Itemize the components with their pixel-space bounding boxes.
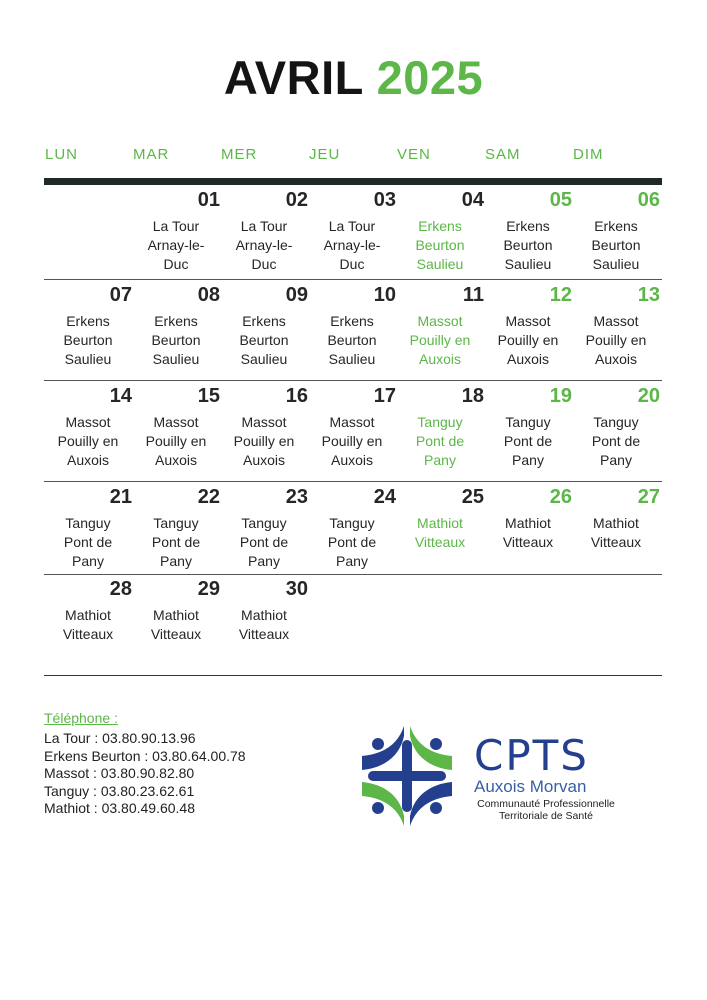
weekday-jeu: JEU — [309, 146, 341, 163]
pharmacy-line: Vitteaux — [150, 626, 202, 642]
day-number: 09 — [285, 284, 308, 306]
pharmacy-line: Massot — [241, 414, 287, 430]
pharmacy-on-duty — [396, 312, 484, 369]
pharmacy-line: Beurton — [151, 332, 201, 348]
pharmacy-line: La Tour — [328, 218, 376, 234]
logo-tagline-2: Territoriale de Santé — [499, 810, 593, 822]
day-cell — [132, 385, 220, 480]
day-number: 08 — [197, 284, 220, 306]
day-cell — [44, 284, 132, 379]
pharmacy-line: Saulieu — [64, 351, 112, 367]
day-cell — [220, 385, 308, 480]
pharmacy-on-duty — [572, 312, 660, 369]
phone-entry: Tanguy : 03.80.23.62.61 — [44, 782, 195, 799]
pharmacy-line: Beurton — [415, 237, 465, 253]
logo-text — [474, 731, 589, 796]
logo-arc-top-left — [362, 726, 404, 770]
pharmacy-line: Pany — [424, 452, 456, 468]
pharmacy-line: Pouilly en — [321, 433, 383, 449]
day-cell — [484, 486, 572, 581]
pharmacy-line: Pont de — [327, 534, 377, 550]
weekday-mer: MER — [221, 146, 258, 163]
day-number: 17 — [373, 385, 396, 407]
day-cell — [396, 486, 484, 581]
pharmacy-on-duty — [572, 514, 660, 552]
pharmacy-on-duty — [44, 514, 132, 571]
day-cell — [44, 486, 132, 581]
phone-entry: Erkens Beurton : 03.80.64.00.78 — [44, 747, 246, 764]
pharmacy-line: Tanguy — [417, 414, 463, 430]
pharmacy-line: Duc — [251, 256, 277, 272]
pharmacy-on-duty — [484, 217, 572, 274]
day-number: 16 — [285, 385, 308, 407]
pharmacy-line: Erkens — [154, 313, 198, 329]
day-cell — [572, 189, 660, 284]
pharmacy-on-duty — [484, 413, 572, 470]
phone-entry: Mathiot : 03.80.49.60.48 — [44, 800, 195, 816]
calendar-bottom-divider — [44, 675, 662, 676]
pharmacy-line: Auxois — [418, 351, 462, 367]
phone-list — [44, 730, 246, 818]
pharmacy-line: Pany — [72, 553, 104, 569]
pharmacy-on-duty — [132, 514, 220, 571]
logo-center-horizontal — [368, 771, 446, 781]
day-number: 06 — [637, 189, 660, 211]
pharmacy-line: Pont de — [415, 433, 465, 449]
pharmacy-line: Auxois — [154, 452, 198, 468]
pharmacy-line: Duc — [163, 256, 189, 272]
pharmacy-line: Tanguy — [65, 515, 111, 531]
pharmacy-line: Arnay-le- — [323, 237, 381, 253]
day-number: 12 — [549, 284, 572, 306]
logo-tagline-1: Communauté Professionnelle — [477, 798, 615, 810]
day-cell — [396, 284, 484, 379]
pharmacy-line: Beurton — [327, 332, 377, 348]
pharmacy-on-duty — [396, 413, 484, 470]
day-number: 11 — [462, 284, 484, 306]
day-number: 22 — [197, 486, 220, 508]
phone-entry: La Tour : 03.80.90.13.96 — [44, 730, 196, 746]
logo-arc-bottom-left — [362, 782, 404, 826]
pharmacy-line: Auxois — [242, 452, 286, 468]
pharmacy-on-duty — [484, 514, 572, 552]
day-cell — [572, 385, 660, 480]
pharmacy-on-duty — [572, 217, 660, 274]
pharmacy-line: Auxois — [330, 452, 374, 468]
week-divider — [44, 481, 662, 482]
pharmacy-on-duty — [308, 312, 396, 369]
phone-section-title: Téléphone : — [44, 710, 118, 726]
weekday-sam: SAM — [485, 146, 521, 163]
pharmacy-line: Erkens — [66, 313, 110, 329]
pharmacy-line: Mathiot — [593, 515, 639, 531]
day-cell — [308, 284, 396, 379]
day-cell — [396, 385, 484, 480]
pharmacy-on-duty — [220, 312, 308, 369]
day-number: 02 — [285, 189, 308, 211]
day-cell — [132, 578, 220, 673]
week-divider — [44, 380, 662, 381]
page-title — [0, 50, 707, 105]
weekday-mar: MAR — [133, 146, 170, 163]
pharmacy-line: Pont de — [591, 433, 641, 449]
pharmacy-line: Saulieu — [592, 256, 640, 272]
logo-arc-bottom-right — [410, 782, 452, 826]
pharmacy-line: Pont de — [63, 534, 113, 550]
pharmacy-line: Massot — [417, 313, 463, 329]
day-number: 04 — [461, 189, 484, 211]
day-number: 28 — [109, 578, 132, 600]
pharmacy-line: Tanguy — [505, 414, 551, 430]
pharmacy-line: Massot — [153, 414, 199, 430]
day-number: 15 — [197, 385, 220, 407]
day-number: 20 — [637, 385, 660, 407]
pharmacy-line: Pany — [512, 452, 544, 468]
day-cell — [220, 486, 308, 581]
day-number: 25 — [461, 486, 484, 508]
pharmacy-line: Massot — [505, 313, 551, 329]
day-number: 05 — [549, 189, 572, 211]
pharmacy-line: Vitteaux — [590, 534, 642, 550]
pharmacy-on-duty — [308, 413, 396, 470]
day-number: 14 — [109, 385, 132, 407]
pharmacy-line: Vitteaux — [238, 626, 290, 642]
pharmacy-line: Massot — [329, 414, 375, 430]
pharmacy-line: Tanguy — [153, 515, 199, 531]
header-divider — [44, 178, 662, 185]
pharmacy-line: Vitteaux — [62, 626, 114, 642]
phone-entry: Massot : 03.80.90.82.80 — [44, 765, 195, 781]
pharmacy-on-duty — [44, 606, 132, 644]
pharmacy-line: Pont de — [503, 433, 553, 449]
pharmacy-line: Pouilly en — [145, 433, 207, 449]
pharmacy-line: Arnay-le- — [235, 237, 293, 253]
day-cell — [484, 385, 572, 480]
pharmacy-on-duty — [396, 217, 484, 274]
day-cell — [484, 284, 572, 379]
day-number: 07 — [109, 284, 132, 306]
pharmacy-line: Arnay-le- — [147, 237, 205, 253]
weekday-ven: VEN — [397, 146, 431, 163]
day-number: 26 — [549, 486, 572, 508]
day-cell — [396, 189, 484, 284]
day-cell — [308, 385, 396, 480]
pharmacy-line: Saulieu — [152, 351, 200, 367]
day-number: 03 — [373, 189, 396, 211]
pharmacy-line: Beurton — [63, 332, 113, 348]
pharmacy-line: Massot — [65, 414, 111, 430]
day-number: 24 — [373, 486, 396, 508]
pharmacy-line: Mathiot — [65, 607, 111, 623]
pharmacy-line: La Tour — [240, 218, 288, 234]
pharmacy-line: Pany — [160, 553, 192, 569]
day-number: 23 — [285, 486, 308, 508]
day-number: 01 — [197, 189, 220, 211]
logo-dot-top-right — [430, 738, 442, 750]
pharmacy-line: Pouilly en — [585, 332, 647, 348]
weekday-lun: LUN — [45, 146, 79, 163]
pharmacy-line: Pouilly en — [233, 433, 295, 449]
title-year: 2025 — [376, 51, 484, 104]
logo-dot-bottom-left — [372, 802, 384, 814]
day-cell — [44, 578, 132, 673]
pharmacy-line: Pany — [248, 553, 280, 569]
pharmacy-on-duty — [220, 217, 308, 274]
pharmacy-line: Mathiot — [153, 607, 199, 623]
pharmacy-on-duty — [132, 217, 220, 274]
day-number: 27 — [637, 486, 660, 508]
day-number: 19 — [549, 385, 572, 407]
day-cell — [484, 189, 572, 284]
day-cell — [572, 284, 660, 379]
day-cell — [308, 189, 396, 284]
day-number: 10 — [373, 284, 396, 306]
pharmacy-line: Beurton — [239, 332, 289, 348]
day-cell — [132, 189, 220, 284]
pharmacy-on-duty — [484, 312, 572, 369]
pharmacy-line: Saulieu — [328, 351, 376, 367]
day-cell — [308, 486, 396, 581]
pharmacy-on-duty — [132, 312, 220, 369]
title-month: AVRIL — [223, 51, 364, 104]
day-number: 13 — [637, 284, 660, 306]
day-cell — [132, 284, 220, 379]
pharmacy-line: Pouilly en — [409, 332, 471, 348]
pharmacy-line: Erkens — [330, 313, 374, 329]
day-cell — [132, 486, 220, 581]
pharmacy-line: Saulieu — [416, 256, 464, 272]
day-number: 30 — [285, 578, 308, 600]
pharmacy-line: Tanguy — [593, 414, 639, 430]
pharmacy-line: Auxois — [66, 452, 110, 468]
pharmacy-line: Erkens — [418, 218, 462, 234]
day-number: 18 — [461, 385, 484, 407]
logo-dot-top-left — [372, 738, 384, 750]
pharmacy-line: Duc — [339, 256, 365, 272]
pharmacy-on-duty — [572, 413, 660, 470]
pharmacy-on-duty — [132, 413, 220, 470]
day-cell — [220, 578, 308, 673]
pharmacy-on-duty — [396, 514, 484, 552]
pharmacy-line: Erkens — [506, 218, 550, 234]
pharmacy-line: Saulieu — [504, 256, 552, 272]
pharmacy-on-duty — [132, 606, 220, 644]
pharmacy-line: Auxois — [594, 351, 638, 367]
pharmacy-line: Saulieu — [240, 351, 288, 367]
pharmacy-line: Auxois — [506, 351, 550, 367]
pharmacy-line: Mathiot — [241, 607, 287, 623]
pharmacy-line: Vitteaux — [502, 534, 554, 550]
pharmacy-line: Vitteaux — [414, 534, 466, 550]
pharmacy-on-duty — [220, 514, 308, 571]
pharmacy-line: Erkens — [242, 313, 286, 329]
pharmacy-line: Pany — [600, 452, 632, 468]
cpts-logo-icon — [354, 722, 460, 830]
pharmacy-on-duty — [220, 413, 308, 470]
pharmacy-line: Pany — [336, 553, 368, 569]
pharmacy-line: La Tour — [152, 218, 200, 234]
pharmacy-on-duty — [44, 413, 132, 470]
pharmacy-line: Pouilly en — [497, 332, 559, 348]
logo-dot-bottom-right — [430, 802, 442, 814]
pharmacy-line: Mathiot — [505, 515, 551, 531]
weekday-dim: DIM — [573, 146, 604, 163]
pharmacy-on-duty — [308, 217, 396, 274]
pharmacy-on-duty — [44, 312, 132, 369]
pharmacy-line: Pouilly en — [57, 433, 119, 449]
logo-name: CPTS — [474, 731, 589, 780]
pharmacy-line: Pont de — [239, 534, 289, 550]
day-cell — [220, 189, 308, 284]
day-cell — [44, 385, 132, 480]
pharmacy-line: Tanguy — [329, 515, 375, 531]
pharmacy-line: Erkens — [594, 218, 638, 234]
logo-subtitle: Auxois Morvan — [474, 777, 587, 796]
day-cell — [572, 486, 660, 581]
pharmacy-line: Pont de — [151, 534, 201, 550]
logo-arc-top-right — [410, 726, 452, 770]
day-number: 21 — [109, 486, 132, 508]
pharmacy-line: Beurton — [503, 237, 553, 253]
pharmacy-on-duty — [220, 606, 308, 644]
pharmacy-line: Beurton — [591, 237, 641, 253]
weekday-header — [45, 146, 665, 166]
pharmacy-line: Mathiot — [417, 515, 463, 531]
day-number: 29 — [197, 578, 220, 600]
pharmacy-on-duty — [308, 514, 396, 571]
pharmacy-line: Tanguy — [241, 515, 287, 531]
day-cell — [220, 284, 308, 379]
pharmacy-line: Massot — [593, 313, 639, 329]
